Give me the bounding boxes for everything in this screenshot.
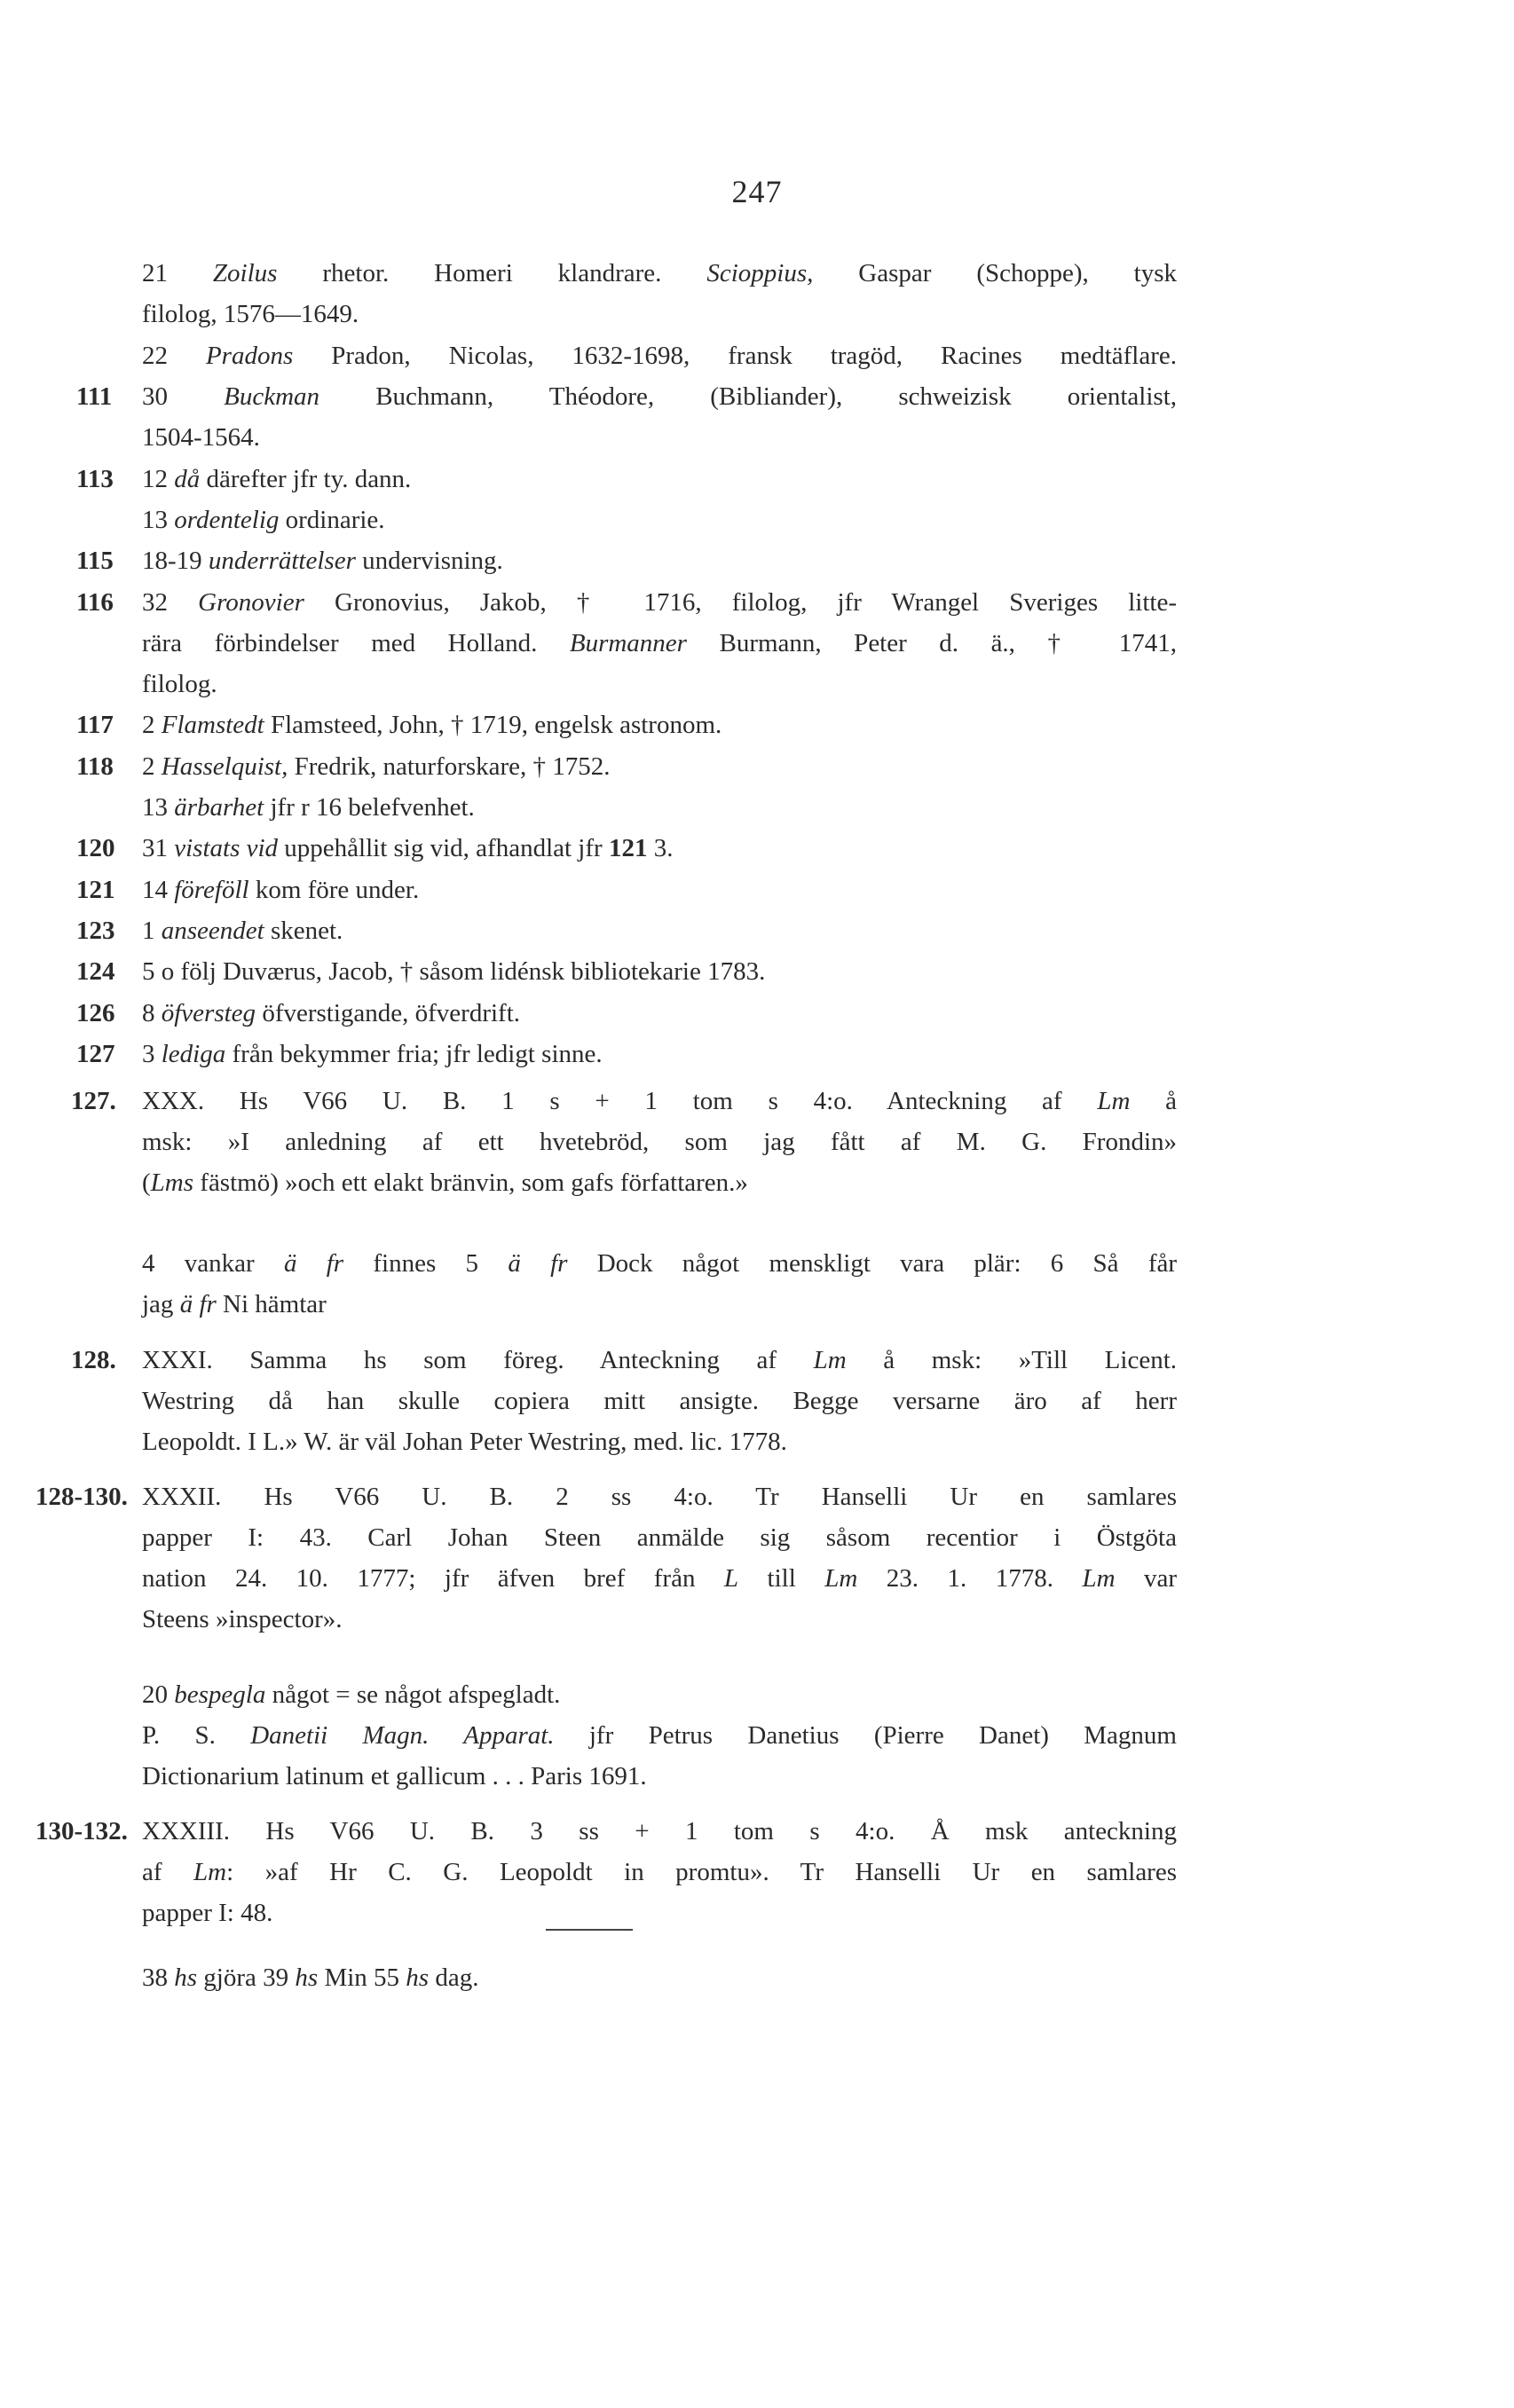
section-xxxii-line: 128-130. XXXII. Hs V66 U. B. 2 ss 4:o. Tr Hanselli Ur en samlares — [142, 1476, 1177, 1517]
page-ref: 118 — [76, 752, 114, 781]
variant-line: Dictionarium latinum et gallicum . . . Paris 1691. — [142, 1762, 647, 1790]
page-number: 247 — [731, 174, 783, 209]
note-line: 13 ordentelig ordinarie. — [142, 506, 385, 534]
section-xxxii-line: Steens »inspector». — [142, 1605, 343, 1633]
note-line: 126 8 öfversteg öfverstigande, öfverdrift. — [142, 993, 1177, 1034]
note-line: filolog. — [142, 670, 217, 698]
note-line: 21 Zoilus rhetor. Homeri klandrare. Scioppius, Gaspar (Schoppe), tysk — [142, 259, 1178, 287]
page-ref: 111 — [76, 382, 113, 411]
section-xxxi-line: Westring då han skulle copiera mitt ansigte. Begge versarne äro af herr — [142, 1387, 1177, 1415]
section-xxxi-line: Leopoldt. I L.» W. är väl Johan Peter Westring, med. lic. 1778. — [142, 1428, 787, 1456]
page-ref: 127 — [76, 1040, 115, 1068]
section-xxxiii-line: af Lm: »af Hr C. G. Leopoldt in promtu». Tr Hanselli Ur en samlares — [142, 1858, 1177, 1886]
note-line: 123 1 anseendet skenet. — [142, 910, 1177, 951]
page-ref: 124 — [76, 957, 115, 986]
note-line: 111 30 Buckman Buchmann, Théodore, (Bibliander), schweizisk orientalist, — [142, 376, 1177, 417]
page-ref: 128-130. — [35, 1483, 128, 1511]
variant-line: 38 hs gjöra 39 hs Min 55 hs dag. — [142, 1963, 479, 1992]
note-line: 117 2 Flamstedt Flamsteed, John, † 1719, engelsk astronom. — [142, 704, 1177, 745]
note-line: 115 18-19 underrättelser undervisning. — [142, 540, 1177, 581]
page-ref: 121 — [76, 876, 115, 904]
page-ref: 120 — [76, 834, 115, 862]
page-ref: 115 — [76, 547, 114, 575]
section-xxxiii-line: papper I: 48. — [142, 1899, 273, 1927]
note-line: 127 3 lediga från bekymmer fria; jfr ledigt sinne. — [142, 1034, 1177, 1074]
page-ref: 116 — [76, 588, 114, 617]
page-ref: 117 — [76, 711, 114, 739]
variant-line: P. S. Danetii Magn. Apparat. jfr Petrus Danetius (Pierre Danet) Magnum — [142, 1721, 1177, 1750]
section-xxx-line: 127. XXX. Hs V66 U. B. 1 s + 1 tom s 4:o. Anteckning af Lm å — [142, 1081, 1177, 1121]
section-xxxi-line: 128. XXXI. Samma hs som föreg. Anteckning af Lm å msk: »Till Licent. — [142, 1340, 1177, 1381]
variant-line: 4 vankar ä fr finnes 5 ä fr Dock något menskligt vara plär: 6 Så får — [142, 1249, 1178, 1278]
note-line: filolog, 1576—1649. — [142, 300, 359, 328]
page-ref: 113 — [76, 465, 114, 493]
note-line: 120 31 vistats vid uppehållit sig vid, afhandlat jfr 121 3. — [142, 828, 1177, 869]
section-xxxii-line: nation 24. 10. 1777; jfr äfven bref från L till Lm 23. 1. 1778. Lm var — [142, 1564, 1178, 1593]
page-ref: 127. — [71, 1087, 116, 1115]
page-ref: 128. — [71, 1346, 116, 1374]
note-line: 116 32 Gronovier Gronovius, Jakob, † 1716, filolog, jfr Wrangel Sveriges litte- — [142, 582, 1177, 623]
note-line: 113 12 då därefter jfr ty. dann. — [142, 459, 1177, 500]
variant-line: jag ä fr Ni hämtar — [142, 1290, 327, 1318]
section-xxx-line: msk: »I anledning af ett hvetebröd, som jag fått af M. G. Frondin» — [142, 1128, 1177, 1156]
note-line: 22 Pradons Pradon, Nicolas, 1632-1698, fransk tragöd, Racines medtäflare. — [142, 342, 1177, 370]
page-ref: 123 — [76, 917, 115, 945]
page-ref: 126 — [76, 999, 115, 1027]
section-xxxii-line: papper I: 43. Carl Johan Steen anmälde sig såsom recentior i Östgöta — [142, 1523, 1177, 1552]
divider-rule — [546, 1929, 633, 1931]
note-line: rära förbindelser med Holland. Burmanner Burmann, Peter d. ä., † 1741, — [142, 629, 1177, 657]
section-xxxiii-line: 130-132. XXXIII. Hs V66 U. B. 3 ss + 1 tom s 4:o. Å msk anteckning — [142, 1811, 1177, 1852]
variant-line: 20 bespegla något = se något afspegladt. — [142, 1680, 561, 1709]
note-line: 121 14 föreföll kom före under. — [142, 870, 1177, 910]
note-line: 1504-1564. — [142, 423, 260, 452]
page-ref: 130-132. — [35, 1817, 128, 1845]
section-xxx-line: (Lms fästmö) »och ett elakt bränvin, som gafs författaren.» — [142, 1169, 748, 1197]
note-line: 13 ärbarhet jfr r 16 belefvenhet. — [142, 793, 475, 822]
note-line: 124 5 o följ Duværus, Jacob, † såsom lidénsk bibliotekarie 1783. — [142, 951, 1177, 992]
note-line: 118 2 Hasselquist, Fredrik, naturforskare, † 1752. — [142, 746, 1177, 787]
